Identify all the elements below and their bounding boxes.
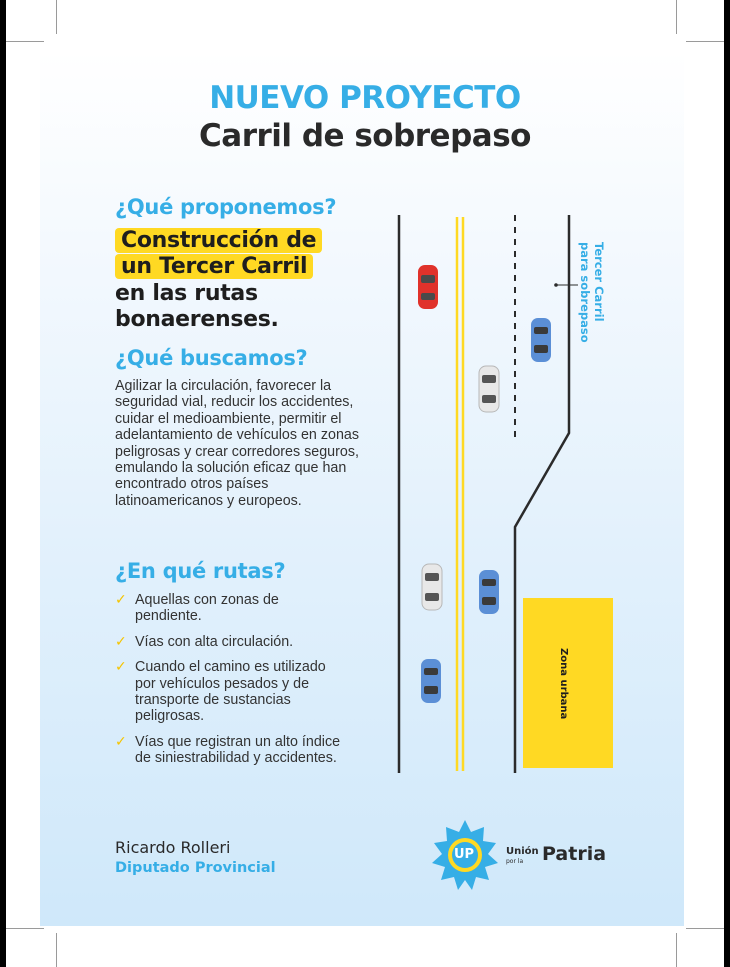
third-lane-label: [578, 242, 606, 343]
list-item-text: Aquellas con zonas de pendiente.: [135, 592, 279, 625]
check-icon: ✓: [115, 592, 127, 608]
crop-mark: [676, 933, 677, 967]
check-icon: ✓: [115, 733, 127, 750]
logo-badge-text: UP: [453, 847, 475, 862]
list-item-text: Vías que registran un alto índice de siniestrabilidad y accidentes.: [135, 733, 341, 767]
third-lane-label-line2: para sobrepaso: [578, 242, 592, 343]
proposal-line-4: bonaerenses.: [115, 307, 279, 332]
heading-rutas: ¿En qué rutas?: [115, 559, 286, 583]
logo-word-union: Unión: [506, 846, 539, 857]
buscamos-text: Agilizar la circulación, favorecer la seguridad vial, reducir los accidentes, cuidar el medioambiente, permitir el adelantamiento de vehículos en zonas peligrosas y crear corredores seguros, emulando la solución eficaz que han encontrado otros países latinoamericanos y europeos.: [115, 378, 360, 509]
highlight-text-1: Construcción de: [115, 228, 322, 253]
road-diagram: [370, 205, 660, 785]
proposal-line-3: en las rutas: [115, 281, 258, 306]
lane-label-dot: [554, 283, 558, 287]
crop-mark: [56, 0, 57, 34]
list-item: [115, 592, 345, 625]
logo-word-patria: Patria: [542, 843, 607, 865]
check-icon: ✓: [115, 659, 127, 676]
car-red: [418, 265, 438, 309]
flyer-subtitle: Carril de sobrepaso: [199, 118, 531, 154]
crop-mark: [56, 933, 57, 967]
highlight-line-2: [115, 254, 313, 280]
logo-word-por-la: por la: [506, 858, 524, 865]
urban-zone-label: Zona urbana: [558, 648, 569, 720]
crop-mark: [6, 41, 44, 42]
crop-mark: [676, 0, 677, 34]
signer-name: Ricardo Rolleri: [115, 838, 231, 857]
car-blue: [531, 318, 551, 362]
crop-mark: [686, 928, 724, 929]
car-blue: [479, 570, 499, 614]
flyer-title: NUEVO PROYECTO: [209, 80, 521, 116]
list-item: [115, 734, 345, 767]
car-white: [422, 564, 442, 610]
rutas-list: [115, 592, 345, 776]
heading-buscamos: ¿Qué buscamos?: [115, 346, 308, 370]
third-lane-label-line1: Tercer Carril: [592, 242, 606, 322]
car-white: [479, 366, 499, 412]
list-item: [115, 659, 345, 725]
car-blue: [421, 659, 441, 703]
crop-mark: [686, 41, 724, 42]
crop-mark: [6, 928, 44, 929]
list-item-text: Cuando el camino es utilizado por vehículos pesados y de transporte de sustancias peligrosas.: [135, 659, 326, 725]
heading-proponemos: ¿Qué proponemos?: [115, 195, 337, 219]
list-item: [115, 634, 345, 650]
highlight-text-2: un Tercer Carril: [115, 254, 313, 279]
list-item-text: Vías con alta circulación.: [135, 633, 294, 650]
check-icon: ✓: [115, 633, 127, 650]
signer-role: Diputado Provincial: [115, 860, 276, 876]
highlight-line-1: [115, 228, 322, 254]
